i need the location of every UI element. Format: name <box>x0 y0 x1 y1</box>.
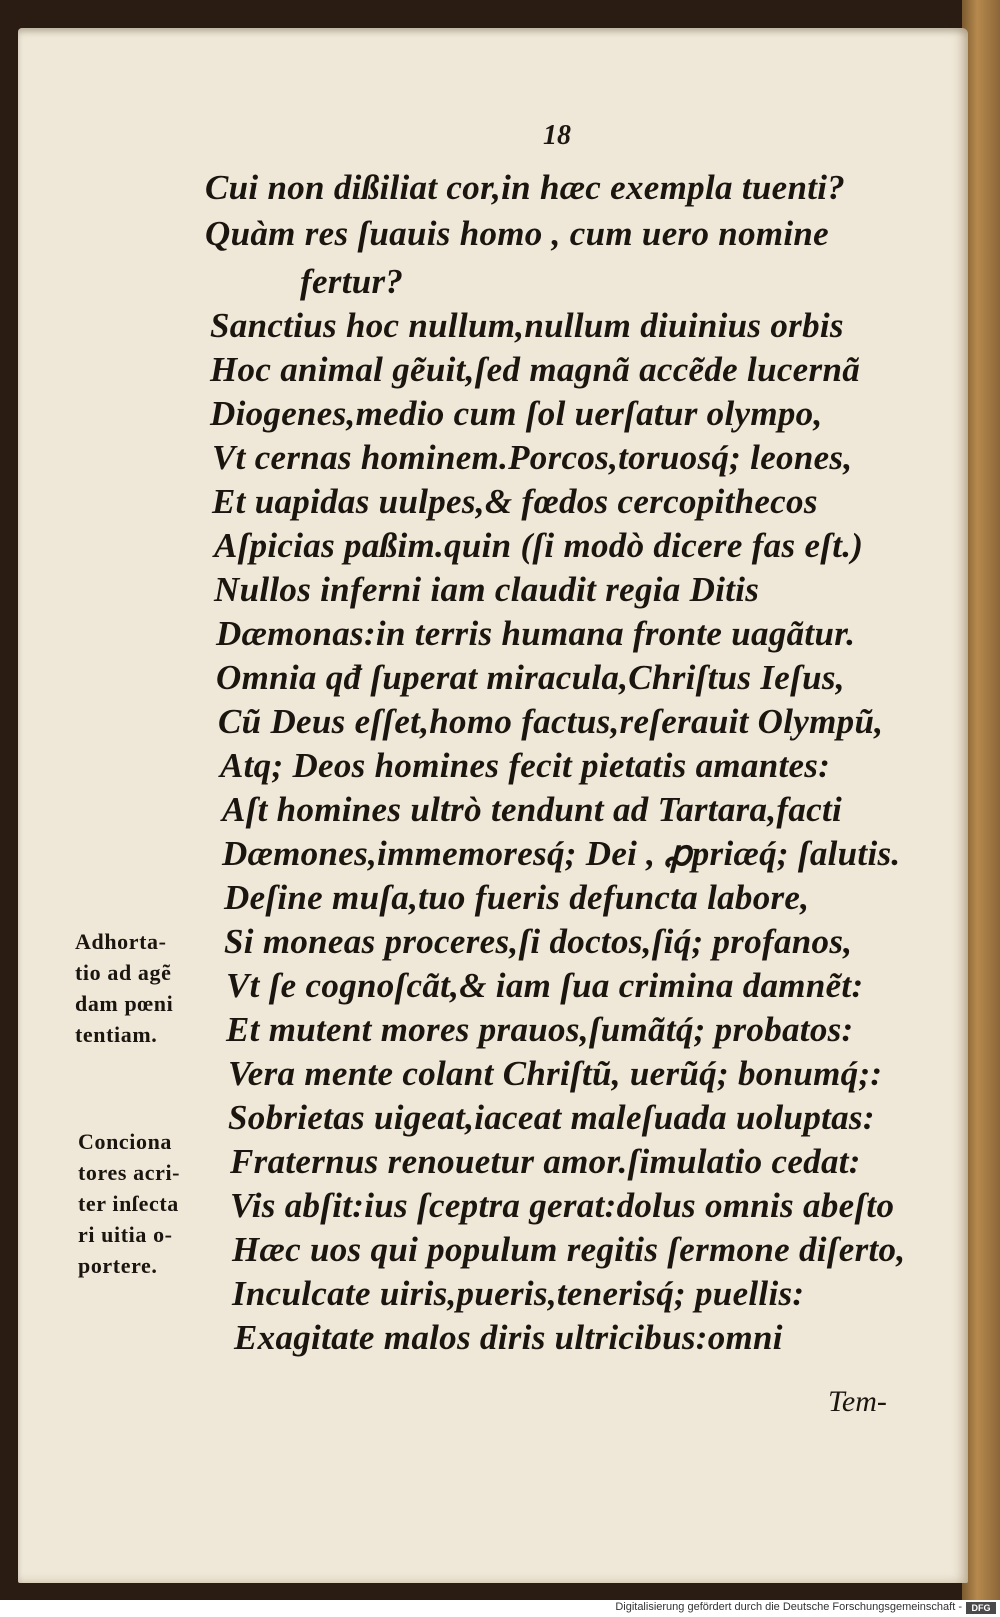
verse-line: Sanctius hoc nullum,nullum diuinius orbis <box>210 306 844 345</box>
verse-line: Dæmonas:in terris humana fronte uagãtur. <box>216 614 856 653</box>
verse-line: Cui non dißiliat cor,in hæc exempla tuenti? <box>205 168 846 207</box>
verse-line: Aſt homines ultrò tendunt ad Tartara,facti <box>222 790 843 829</box>
marginal-note-line: dam pœni <box>75 991 174 1016</box>
marginal-note-line: Conciona <box>78 1129 173 1154</box>
verse-line: Atq; Deos homines fecit pietatis amantes: <box>220 746 831 785</box>
marginal-note <box>75 926 173 1050</box>
verse-line: Aſpicias paßim.quin (ſi modò dicere fas eſt.) <box>214 526 864 565</box>
verse-line: Sobrietas uigeat,iaceat maleſuada uoluptas: <box>228 1098 875 1137</box>
verse-line: Si moneas proceres,ſi doctos,ſiq́; profanos, <box>224 922 853 961</box>
verse-line: Quàm res ſuauis homo , cum uero nomine <box>205 214 830 253</box>
verse-line: Nullos inferni iam claudit regia Ditis <box>214 570 760 609</box>
dfg-logo: DFG <box>966 1602 996 1614</box>
marginal-note-line: portere. <box>78 1253 158 1278</box>
marginal-note-line: ter inſecta <box>78 1191 179 1216</box>
funding-credit: Digitalisierung gefördert durch die Deutsche Forschungsgemeinschaft - <box>615 1601 962 1613</box>
verse-line: Vera mente colant Chriſtũ, uerũq́; bonumq́;: <box>228 1054 883 1093</box>
verse-line: Dæmones,immemoresq́; Dei , ꝓpriæq́; ſalutis. <box>222 834 901 873</box>
verse-line: fertur? <box>300 262 404 301</box>
marginal-note <box>78 1126 180 1281</box>
verse-line: Diogenes,medio cum ſol uerſatur olympo, <box>210 394 823 433</box>
verse-line: Et mutent mores prauos,ſumãtq́; probatos: <box>226 1010 854 1049</box>
verse-line: Vt cernas hominem.Porcos,toruosq́; leones, <box>212 438 853 477</box>
verse-line: Cũ Deus eſſet,homo factus,reſerauit Olympũ, <box>218 702 884 741</box>
page-number: 18 <box>543 120 571 151</box>
marginal-note-line: tentiam. <box>75 1022 158 1047</box>
verse-line: Inculcate uiris,pueris,tenerisq́; puellis: <box>232 1274 805 1313</box>
verse-line: Hoc animal gẽuit,ſed magnã accẽde lucernã <box>210 350 861 389</box>
verse-line: Vt ſe cognoſcãt,& iam ſua crimina damnẽt: <box>226 966 864 1005</box>
marginal-note-line: tio ad agẽ <box>75 960 172 985</box>
verse-line: Omnia qđ ſuperat miracula,Chriſtus Ieſus, <box>216 658 845 697</box>
verse-line: Et uapidas uulpes,& fœdos cercopithecos <box>212 482 818 521</box>
marginal-note-line: ri uitia o- <box>78 1222 173 1247</box>
verse-line: Fraternus renouetur amor.ſimulatio cedat: <box>230 1142 861 1181</box>
verse-line: Exagitate malos diris ultricibus:omni <box>234 1318 783 1357</box>
marginal-note-line: tores acri- <box>78 1160 181 1185</box>
marginal-note-line: Adhorta- <box>75 929 167 954</box>
catchword: Tem- <box>828 1385 887 1418</box>
verse-line: Hæc uos qui populum regitis ſermone diſerto, <box>232 1230 906 1269</box>
verse-line: Vis abſit:ius ſceptra gerat:dolus omnis abeſto <box>230 1186 895 1225</box>
verse-line: Deſine muſa,tuo fueris defuncta labore, <box>224 878 810 917</box>
